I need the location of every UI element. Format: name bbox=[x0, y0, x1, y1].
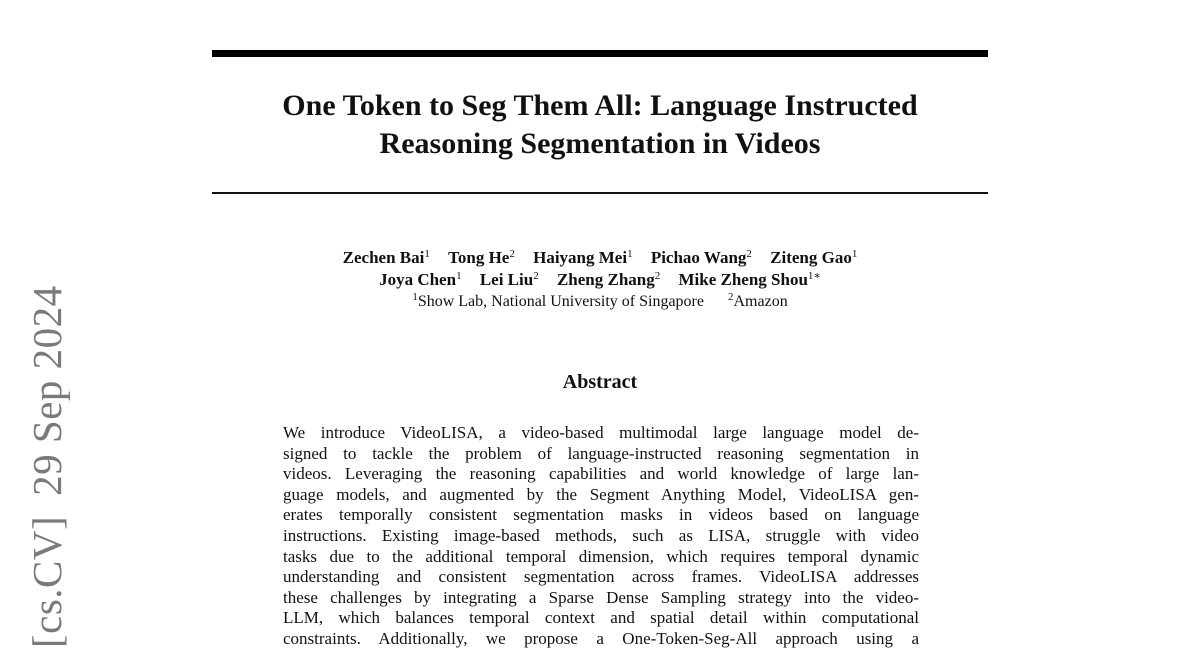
paper-title bbox=[212, 87, 988, 163]
author: Tong He$^2$ bbox=[448, 248, 515, 267]
arxiv-category: [cs.CV] bbox=[24, 515, 70, 648]
author: Pichao Wang$^2$ bbox=[650, 248, 752, 267]
abstract-line: videos. Leveraging the reasoning capabilities and world knowledge of large lan- bbox=[283, 464, 919, 484]
title-bottom-rule bbox=[212, 192, 988, 194]
abstract-line: LLM, which balances temporal context and spatial detail within computational bbox=[283, 608, 919, 628]
author: Mike Zheng Shou$^{1∗}$ bbox=[678, 270, 821, 289]
title-line: One Token to Seg Them All: Language Instructed bbox=[282, 89, 918, 122]
author-line bbox=[212, 247, 988, 269]
author: Joya Chen$^1$ bbox=[379, 270, 462, 289]
author: Lei Liu$^2$ bbox=[479, 270, 539, 289]
abstract-heading: Abstract bbox=[562, 371, 638, 393]
title-top-rule bbox=[212, 50, 988, 57]
abstract-line: erates temporally consistent segmentation masks in videos based on language bbox=[283, 505, 919, 525]
abstract-line: constraints. Additionally, we propose a One-Token-Seg-All approach using a bbox=[283, 628, 919, 648]
abstract-line: instructions. Existing image-based methods, such as LISA, struggle with video bbox=[283, 525, 919, 545]
affiliation: $^1$Show Lab, National University of Singapore bbox=[412, 291, 704, 310]
author: Zechen Bai$^1$ bbox=[342, 248, 430, 267]
abstract-line: We introduce VideoLISA, a video-based multimodal large language model de- bbox=[283, 423, 919, 442]
affiliation-line bbox=[212, 291, 988, 313]
abstract-line: tasks due to the additional temporal dimension, which requires temporal dynamic bbox=[283, 546, 919, 566]
author: Haiyang Mei$^1$ bbox=[533, 248, 633, 267]
abstract-line: understanding and consistent segmentation across frames. VideoLISA addresses bbox=[283, 567, 919, 587]
abstract-line: these challenges by integrating a Sparse Dense Sampling strategy into the video- bbox=[283, 587, 919, 607]
author-line bbox=[212, 269, 988, 291]
author: Ziteng Gao$^1$ bbox=[770, 248, 858, 267]
author-block bbox=[212, 247, 988, 313]
affiliation: $^2$Amazon bbox=[727, 291, 788, 310]
abstract-line: guage models, and augmented by the Segment Anything Model, VideoLISA gen- bbox=[283, 484, 919, 504]
abstract-body bbox=[283, 423, 919, 650]
arxiv-date: 29 Sep 2024 bbox=[24, 285, 70, 496]
title-line: Reasoning Segmentation in Videos bbox=[379, 127, 821, 160]
abstract-line: signed to tackle the problem of language-instructed reasoning segmentation in bbox=[283, 443, 919, 463]
arxiv-side-stamp bbox=[24, 285, 70, 648]
author: Zheng Zhang$^2$ bbox=[556, 270, 661, 289]
